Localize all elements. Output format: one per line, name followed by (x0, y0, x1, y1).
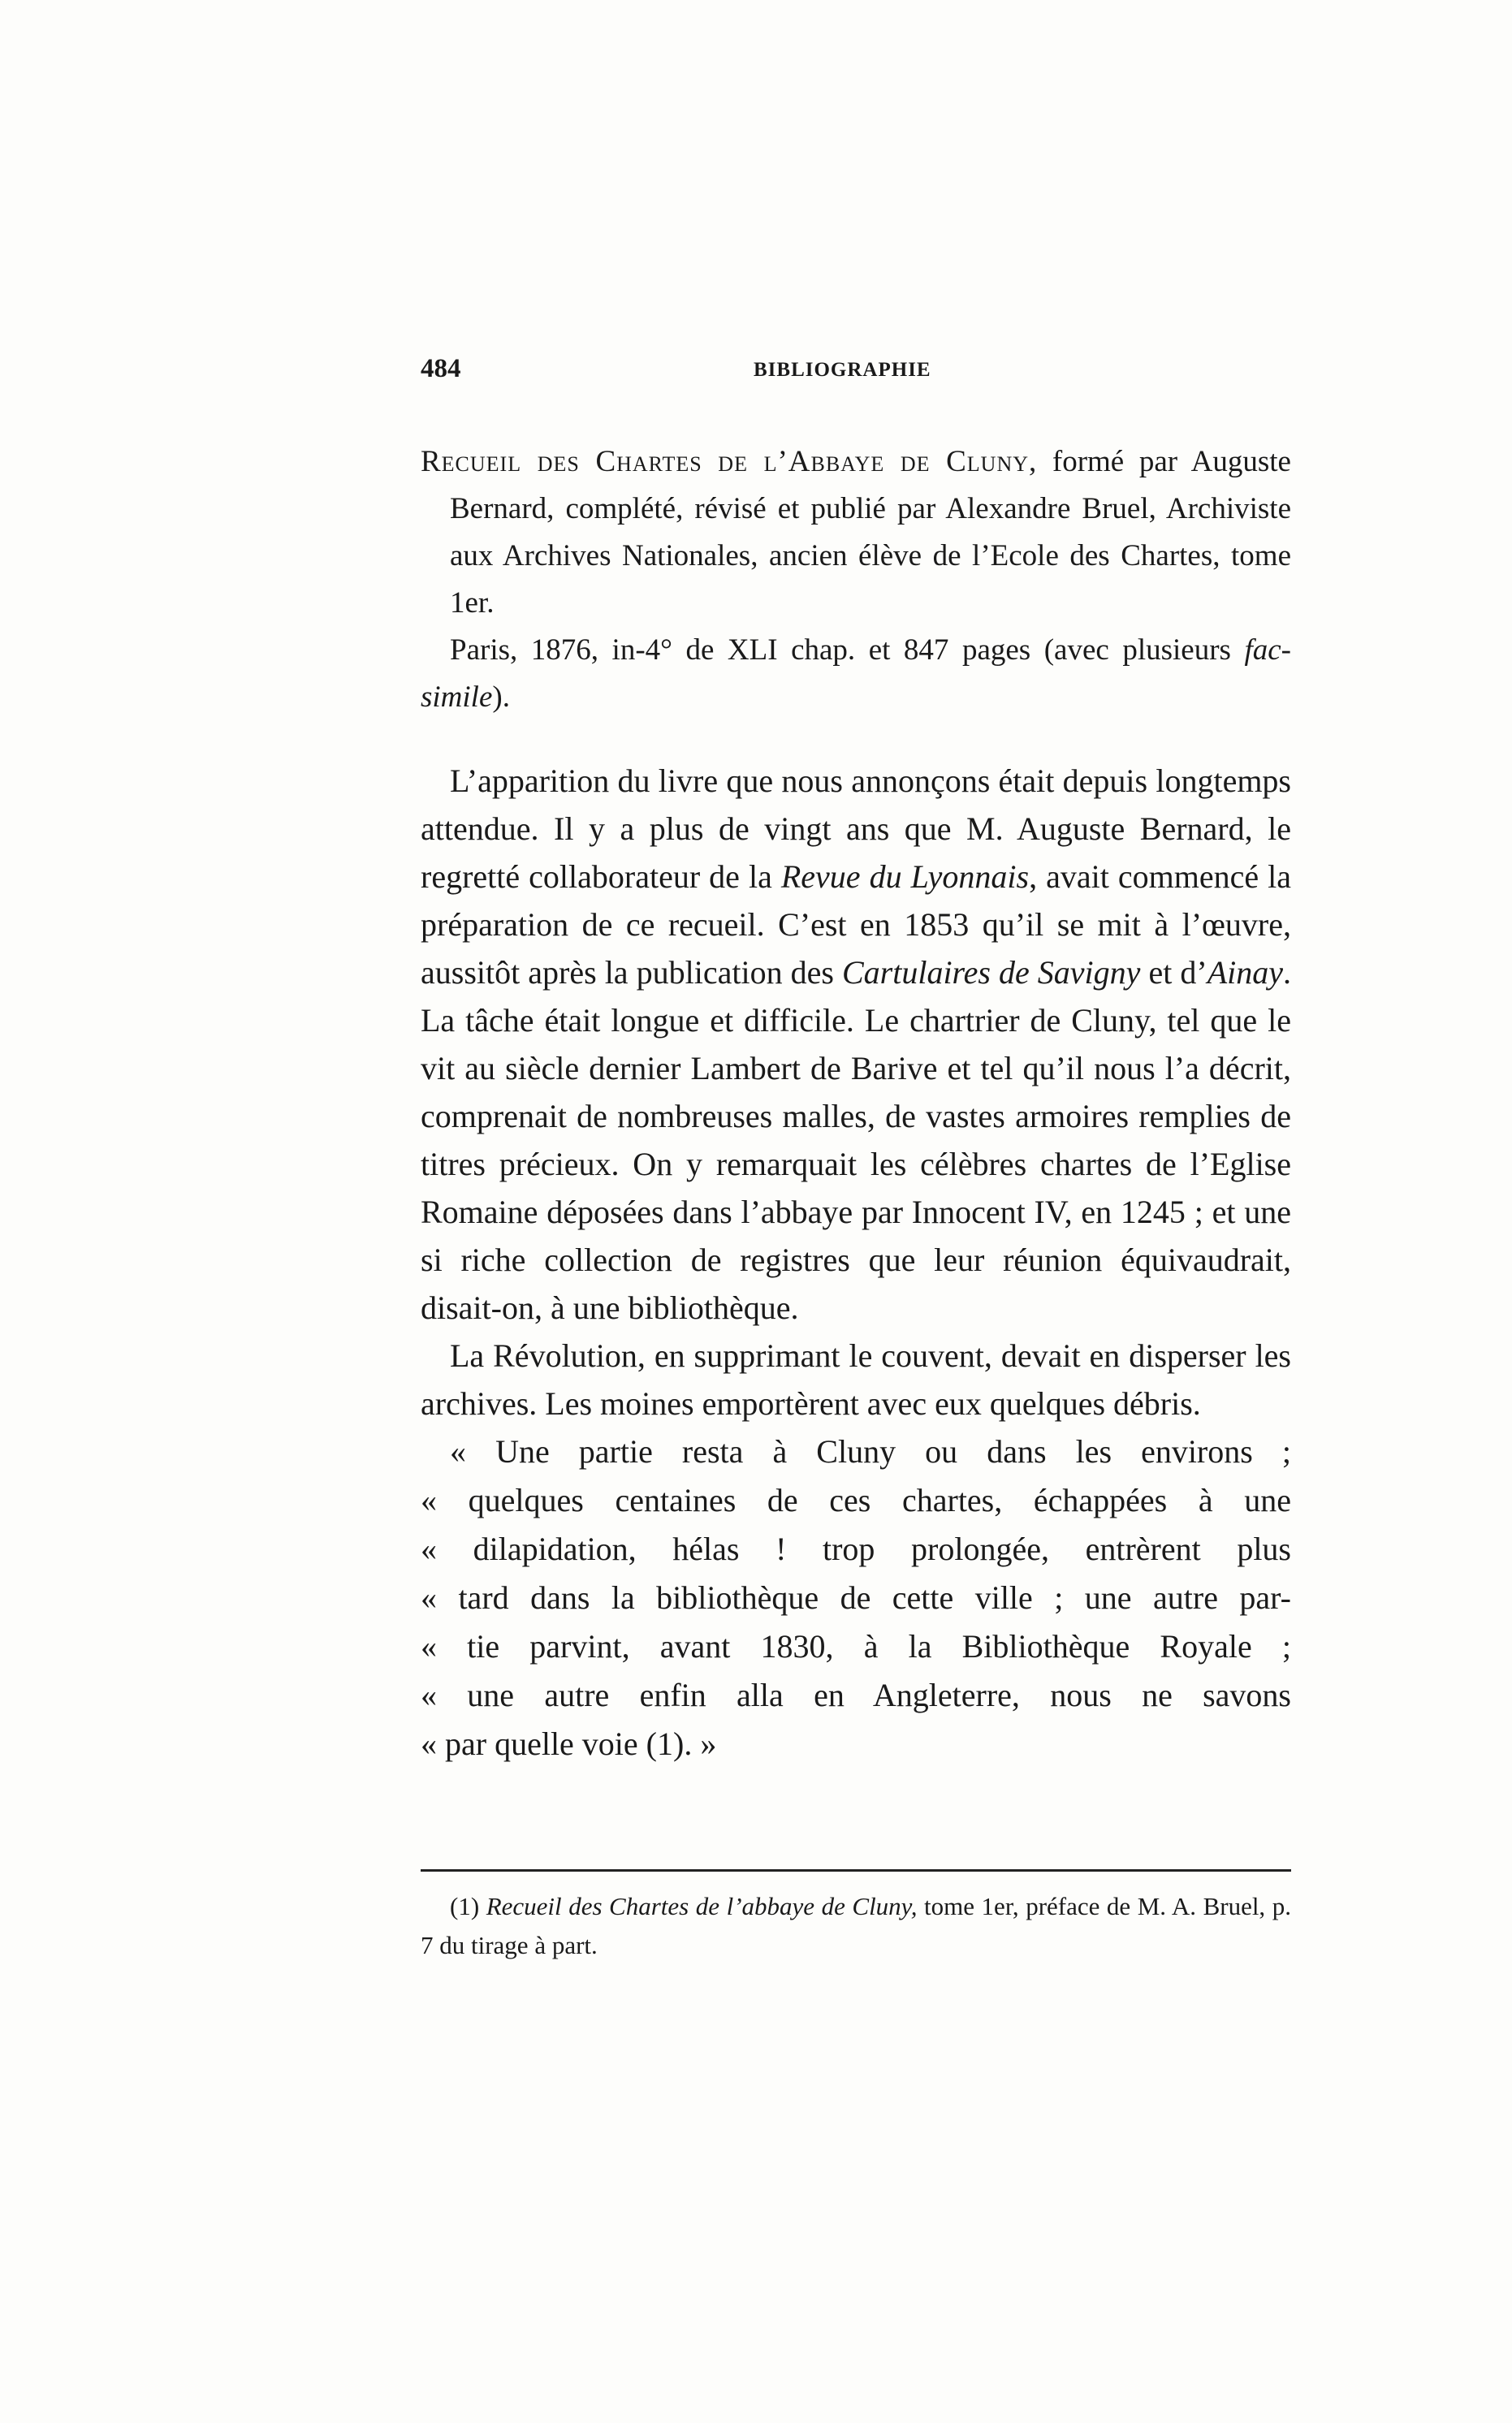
entry-imprint (421, 627, 1291, 721)
quote-line: « une autre enfin alla en Angleterre, nous ne savons (421, 1677, 1291, 1713)
main-text (421, 438, 1291, 1769)
quote-line: « tie parvint, avant 1830, à la Bibliothèque Royale ; (421, 1628, 1291, 1665)
paragraph-1-italic-3: Ainay (1207, 954, 1283, 991)
quote-line: « tard dans la bibliothèque de cette ville ; une autre par- (421, 1579, 1291, 1616)
paragraph-1-text-a: L’apparition du livre que nous annonçons était depuis longtemps attendue. Il y a plus de vingt ans que M. Auguste Bernard, le regretté collaborateur de la (421, 762, 1291, 895)
quote-line: « par quelle voie (1). » (421, 1725, 717, 1762)
footnote-text: tome 1er, préface de M. A. Bruel, p. 7 du tirage à part. (421, 1892, 1291, 1959)
footnote-italic: Recueil des Chartes de l’abbaye de Cluny, (486, 1892, 918, 1920)
quotation (421, 1427, 1291, 1769)
quote-line: « quelques centaines de ces chartes, échappées à une (421, 1482, 1291, 1518)
entry-description: formé par Auguste Bernard, complété, révisé et publié par Alexandre Bruel, Archiviste aux Archives Nationales, ancien élève de l’Ecole des Chartes, tome 1er. (450, 445, 1291, 620)
paragraph-1 (421, 757, 1291, 1332)
quote-line: « Une partie resta à Cluny ou dans les environs ; (450, 1433, 1291, 1470)
imprint-italic: fac-simile (421, 633, 1291, 714)
footnote (421, 1887, 1291, 1965)
paragraph-1-italic-1: Revue du Lyonnais (780, 858, 1030, 895)
footnote-rule (421, 1869, 1291, 1872)
page-number: 484 (421, 354, 461, 383)
running-title: BIBLIOGRAPHIE (754, 359, 931, 381)
imprint-end: ). (492, 680, 510, 714)
bibliographic-entry (421, 438, 1291, 627)
paragraph-1-text-b: , avait commencé la préparation de ce recueil. C’est en 1853 qu’il se mit à l’œuvre, aussitôt après la publication des (421, 858, 1291, 991)
quote-line: « dilapidation, hélas ! trop prolongée, entrèrent plus (421, 1531, 1291, 1567)
paragraph-1-text-c: et d’ (1140, 954, 1207, 991)
footnote-marker: (1) (450, 1892, 486, 1920)
running-head (421, 354, 1291, 395)
paragraph-2: La Révolution, en supprimant le couvent, devait en disperser les archives. Les moines emportèrent avec eux quelques débris. (421, 1337, 1291, 1422)
imprint-text: Paris, 1876, in-4° de XLI chap. et 847 pages (avec plusieurs (450, 633, 1245, 667)
paragraph-1-text-d: . La tâche était longue et difficile. Le chartrier de Cluny, tel que le vit au siècle dernier Lambert de Barive et tel qu’il nous l’a décrit, comprenait de nombreuses malles, de vastes armoires remplies de titres précieux. On y remarquait les célèbres chartes de l’Eglise Romaine déposées dans l’abbaye par Innocent IV, en 1245 ; et une si riche collection de registres que leur réunion équivaudrait, disait-on, à une bibliothèque. (421, 954, 1291, 1326)
paragraph-1-italic-2: Cartulaires de Savigny (841, 954, 1141, 991)
entry-title: Recueil des Chartes de l’Abbaye de Cluny, (421, 445, 1038, 478)
